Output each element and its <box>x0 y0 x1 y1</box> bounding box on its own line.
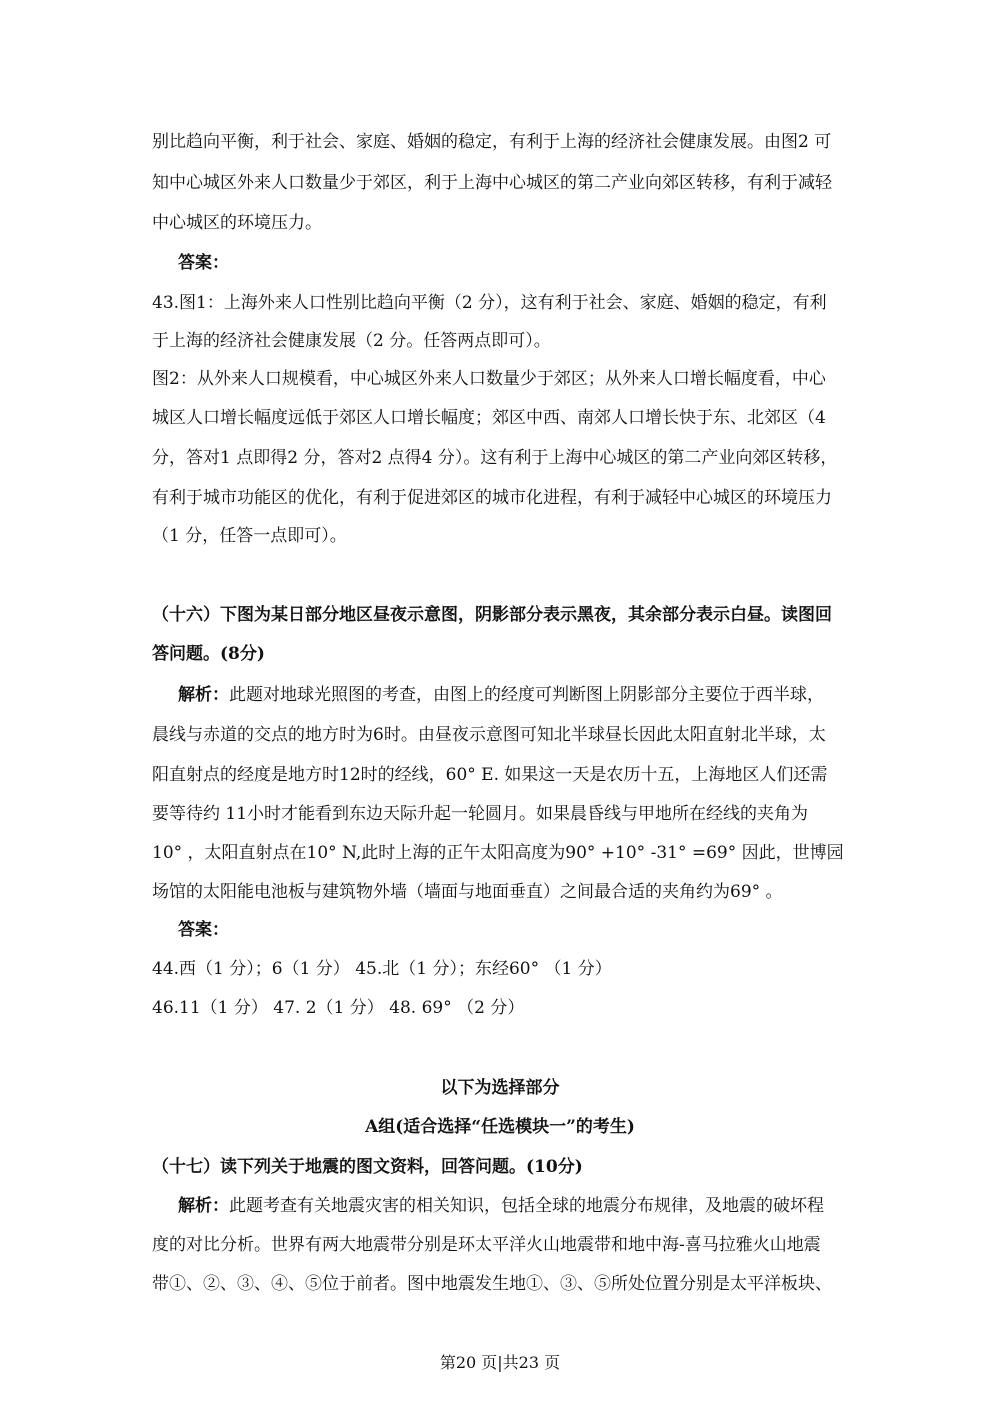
analysis-line: 阳直射点的经度是地方时12时的经线，60° E. 如果这一天是农历十五，上海地区人们还需 <box>152 765 828 785</box>
question-title: 答问题。(8分) <box>152 644 265 664</box>
analysis-line <box>178 1194 852 1218</box>
answer-line: 有利于城市功能区的优化，有利于促进郊区的城市化进程，有利于减轻中心城区的环境压力 <box>152 488 832 508</box>
analysis-label: 解析： <box>178 1196 229 1216</box>
page-number: 第20 页|共23 页 <box>439 1353 561 1372</box>
answer-line: （1 分，任答一点即可）。 <box>152 526 347 546</box>
analysis-line: 场馆的太阳能电池板与建筑物外墙（墙面与地面垂直）之间最合适的夹角约为69° 。 <box>152 882 783 902</box>
answer-label: 答案： <box>178 920 229 940</box>
answer-label: 答案： <box>178 253 229 273</box>
analysis-line: 10° ，太阳直射点在10° N,此时上海的正午太阳高度为90° +10° -31° =69° 因此，世博园 <box>152 843 844 863</box>
answer-line: 43.图1：上海外来人口性别比趋向平衡（2 分），这有利于社会、家庭、婚姻的稳定，有利 <box>152 293 827 313</box>
answer-line: 于上海的经济社会健康发展（2 分。任答两点即可）。 <box>152 331 551 351</box>
answer-line: 分，答对1 点即得2 分，答对2 点得4 分）。这有利于上海中心城区的第二产业向郊区转移， <box>152 448 838 468</box>
group-heading: A组(适合选择“任选模块一”的考生) <box>365 1117 635 1137</box>
question-title: （十七）读下列关于地震的图文资料，回答问题。(10分) <box>152 1157 583 1177</box>
analysis-line: 晨线与赤道的交点的地方时为6时。由昼夜示意图可知北半球昼长因此太阳直射北半球，太 <box>152 725 826 745</box>
analysis-line: 度的对比分析。世界有两大地震带分别是环太平洋火山地震带和地中海-喜马拉雅火山地震 <box>152 1235 821 1255</box>
paragraph-line: 别比趋向平衡，利于社会、家庭、婚姻的稳定，有利于上海的经济社会健康发展。由图2 可 <box>152 132 832 152</box>
analysis-line: 要等待约 11小时才能看到东边天际升起一轮圆月。如果晨昏线与甲地所在经线的夹角为 <box>152 804 809 824</box>
answer-line: 城区人口增长幅度远低于郊区人口增长幅度；郊区中西、南郊人口增长快于东、北郊区（4 <box>152 408 826 428</box>
section-heading: 以下为选择部分 <box>440 1078 560 1098</box>
analysis-text: 此题对地球光照图的考查，由图上的经度可判断图上阴影部分主要位于西半球， <box>229 685 824 705</box>
answer-line: 46.11（1 分） 47. 2（1 分） 48. 69° （2 分） <box>152 998 525 1018</box>
paragraph-line: 知中心城区外来人口数量少于郊区，利于上海中心城区的第二产业向郊区转移，有利于减轻 <box>152 173 832 193</box>
analysis-text: 此题考查有关地震灾害的相关知识，包括全球的地震分布规律，及地震的破坏程 <box>229 1196 824 1216</box>
analysis-line: 带①、②、③、④、⑤位于前者。图中地震发生地①、③、⑤所处位置分别是太平洋板块、 <box>152 1274 832 1294</box>
answer-line: 44.西（1 分）；6（1 分） 45.北（1 分）；东经60° （1 分） <box>152 959 612 979</box>
answer-line: 图2：从外来人口规模看，中心城区外来人口数量少于郊区；从外来人口增长幅度看，中心 <box>152 369 826 389</box>
analysis-line <box>178 683 852 707</box>
analysis-label: 解析： <box>178 685 229 705</box>
paragraph-line: 中心城区的环境压力。 <box>152 213 322 233</box>
question-title: （十六）下图为某日部分地区昼夜示意图，阴影部分表示黑夜，其余部分表示白昼。读图回 <box>152 605 832 625</box>
